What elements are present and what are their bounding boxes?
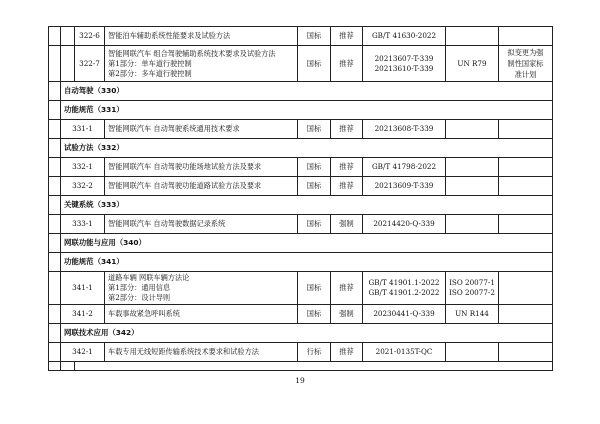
standard-name-line: 智能网联汽车 自动驾驶功能场地试验方法及要求 bbox=[108, 162, 262, 171]
code-cell: 333-1 bbox=[61, 215, 105, 234]
remark-line: 准计划 bbox=[514, 70, 537, 79]
margin-cell bbox=[49, 139, 61, 158]
international-standard-cell bbox=[446, 46, 499, 82]
standard-name-line: 智能网联汽车 自动驾驶系统通用技术要求 bbox=[108, 124, 240, 133]
remark-line: 拟变更为强 bbox=[507, 48, 544, 57]
code-cell: 341-1 bbox=[61, 272, 105, 305]
standard-level-cell: 国标 bbox=[298, 215, 331, 234]
standard-number-cell bbox=[363, 120, 446, 139]
standard-name-line: 智能泊车辅助系统性能要求及试验方法 bbox=[108, 31, 231, 40]
standard-nature-cell: 强制 bbox=[331, 305, 363, 324]
standard-number-cell bbox=[363, 215, 446, 234]
standard-row bbox=[49, 46, 553, 82]
standard-level-cell: 国标 bbox=[298, 46, 331, 82]
margin-cell bbox=[49, 46, 61, 82]
standard-level-cell: 国标 bbox=[298, 305, 331, 324]
standard-nature-cell: 推荐 bbox=[331, 272, 363, 305]
standard-number-line: 20213610-T-339 bbox=[374, 63, 434, 73]
section-heading: 自动驾驶（330） bbox=[61, 82, 553, 101]
standard-name-line: 智能网联汽车 组合驾驶辅助系统技术要求及试验方法 bbox=[108, 48, 276, 58]
standard-nature-cell: 推荐 bbox=[331, 120, 363, 139]
standard-name-line: 第1部分：单车道行驶控制 bbox=[108, 58, 192, 68]
code-cell: 332-1 bbox=[61, 158, 105, 177]
standard-nature-cell: 推荐 bbox=[331, 158, 363, 177]
blank-cell bbox=[75, 362, 553, 371]
standard-name-cell bbox=[105, 305, 298, 324]
standard-name-cell bbox=[105, 177, 298, 196]
standard-number-cell bbox=[363, 305, 446, 324]
code-cell: 331-1 bbox=[61, 120, 105, 139]
international-standard-cell bbox=[446, 27, 499, 46]
section-heading: 试验方法（332） bbox=[61, 139, 553, 158]
international-standard-line: UN R144 bbox=[455, 309, 489, 318]
margin-cell bbox=[49, 196, 61, 215]
margin-cell bbox=[49, 253, 61, 272]
margin-cell bbox=[49, 215, 61, 234]
international-standard-cell bbox=[446, 120, 499, 139]
standard-name-line: 车载事故紧急呼叫系统 bbox=[108, 309, 180, 318]
standard-number-cell bbox=[363, 158, 446, 177]
standard-row bbox=[49, 215, 553, 234]
standard-row bbox=[49, 343, 553, 362]
code-cell: 322-6 bbox=[75, 27, 105, 46]
remark-line: 制性国家标 bbox=[507, 59, 544, 68]
margin-cell bbox=[49, 234, 61, 253]
standard-row bbox=[49, 27, 553, 46]
section-heading: 网联技术应用（342） bbox=[61, 324, 553, 343]
standard-row bbox=[49, 120, 553, 139]
margin-cell bbox=[49, 177, 61, 196]
standard-name-line: 第1部分：通用信息 bbox=[108, 283, 171, 292]
standard-name-cell bbox=[105, 158, 298, 177]
margin-cell bbox=[61, 46, 75, 82]
standard-name-line: 第2部分：多车道行驶控制 bbox=[108, 68, 192, 78]
remark-cell bbox=[499, 158, 553, 177]
margin-cell bbox=[49, 324, 61, 343]
international-standard-cell bbox=[446, 343, 499, 362]
standard-name-line: 车载专用无线短距传输系统技术要求和试验方法 bbox=[108, 347, 259, 356]
margin-cell bbox=[49, 27, 61, 46]
margin-cell bbox=[49, 343, 61, 362]
standard-number-line: 20214420-Q-339 bbox=[373, 219, 435, 228]
margin-cell bbox=[49, 305, 61, 324]
standard-name-cell bbox=[105, 343, 298, 362]
section-row bbox=[49, 101, 553, 120]
margin-cell bbox=[49, 101, 61, 120]
section-row bbox=[49, 324, 553, 343]
international-standard-cell bbox=[446, 158, 499, 177]
standard-level-cell: 行标 bbox=[298, 343, 331, 362]
standard-name-cell bbox=[105, 46, 298, 82]
international-standard-cell bbox=[446, 305, 499, 324]
international-standard-cell bbox=[446, 215, 499, 234]
standard-name-line: 智能网联汽车 自动驾驶功能道路试验方法及要求 bbox=[108, 181, 262, 190]
margin-cell bbox=[61, 27, 75, 46]
standard-number-cell bbox=[363, 272, 446, 305]
international-standard-line: ISO 20077-2 bbox=[449, 288, 495, 297]
margin-cell bbox=[49, 82, 61, 101]
table-body bbox=[49, 27, 553, 371]
margin-cell bbox=[61, 362, 75, 371]
standard-number-line: 20213609-T-339 bbox=[374, 181, 434, 190]
standard-number-line: GB/T 41798-2022 bbox=[371, 162, 437, 171]
standard-nature-cell: 推荐 bbox=[331, 177, 363, 196]
standard-number-line: GB/T 41901.2-2022 bbox=[368, 288, 440, 297]
standard-name-line: 第2部分：设计导则 bbox=[108, 293, 171, 302]
standard-number-line: GB/T 41901.1-2022 bbox=[368, 278, 440, 287]
margin-cell bbox=[49, 120, 61, 139]
section-heading: 功能规范（341） bbox=[61, 253, 553, 272]
margin-cell bbox=[49, 158, 61, 177]
international-standard-cell bbox=[446, 272, 499, 305]
standard-number-line: 2021-0135T-QC bbox=[375, 347, 433, 356]
international-standard-cell bbox=[446, 177, 499, 196]
section-row bbox=[49, 253, 553, 272]
international-standard-line: ISO 20077-1 bbox=[449, 278, 495, 287]
international-standard-line: UN R79 bbox=[457, 58, 487, 68]
remark-cell bbox=[499, 120, 553, 139]
remark-cell bbox=[499, 177, 553, 196]
standard-row bbox=[49, 272, 553, 305]
standard-number-cell bbox=[363, 343, 446, 362]
standard-row bbox=[49, 305, 553, 324]
page-number: 19 bbox=[295, 376, 305, 385]
standard-number-cell bbox=[363, 46, 446, 82]
remark-cell bbox=[499, 27, 553, 46]
standard-level-cell: 国标 bbox=[298, 177, 331, 196]
code-cell: 341-2 bbox=[61, 305, 105, 324]
standard-number-line: 20213607-T-339 bbox=[374, 53, 434, 63]
remark-cell bbox=[499, 343, 553, 362]
standard-name-cell bbox=[105, 120, 298, 139]
standard-level-cell: 国标 bbox=[298, 272, 331, 305]
standard-level-cell: 国标 bbox=[298, 120, 331, 139]
code-cell: 332-2 bbox=[61, 177, 105, 196]
section-heading: 关键系统（333） bbox=[61, 196, 553, 215]
standard-nature-cell: 推荐 bbox=[331, 343, 363, 362]
remark-cell bbox=[499, 305, 553, 324]
standard-nature-cell: 强制 bbox=[331, 215, 363, 234]
standard-level-cell: 国标 bbox=[298, 158, 331, 177]
section-heading: 网联功能与应用（340） bbox=[61, 234, 553, 253]
standard-name-cell bbox=[105, 215, 298, 234]
section-heading: 功能规范（331） bbox=[61, 101, 553, 120]
standard-number-line: 20213608-T-339 bbox=[374, 124, 434, 133]
standard-level-cell: 国标 bbox=[298, 27, 331, 46]
section-row bbox=[49, 234, 553, 253]
section-row bbox=[49, 139, 553, 158]
remark-cell bbox=[499, 272, 553, 305]
margin-cell bbox=[49, 272, 61, 305]
standard-number-cell bbox=[363, 177, 446, 196]
remark-cell bbox=[499, 215, 553, 234]
standard-nature-cell: 推荐 bbox=[331, 46, 363, 82]
code-cell: 322-7 bbox=[75, 46, 105, 82]
standard-number-cell bbox=[363, 27, 446, 46]
standard-name-cell bbox=[105, 27, 298, 46]
code-cell: 342-1 bbox=[61, 343, 105, 362]
section-row bbox=[49, 82, 553, 101]
standard-row bbox=[49, 158, 553, 177]
margin-cell bbox=[49, 362, 61, 371]
blank-row bbox=[49, 362, 553, 371]
section-row bbox=[49, 196, 553, 215]
standard-name-line: 道路车辆 网联车辆方法论 bbox=[108, 273, 190, 282]
standard-number-line: 20230441-Q-339 bbox=[373, 309, 435, 318]
standard-row bbox=[49, 177, 553, 196]
standard-nature-cell: 推荐 bbox=[331, 27, 363, 46]
standard-name-cell bbox=[105, 272, 298, 305]
standards-table bbox=[48, 26, 553, 371]
remark-cell bbox=[499, 46, 553, 82]
standard-name-line: 智能网联汽车 自动驾驶数据记录系统 bbox=[108, 219, 226, 228]
standard-number-line: GB/T 41630-2022 bbox=[371, 31, 437, 40]
